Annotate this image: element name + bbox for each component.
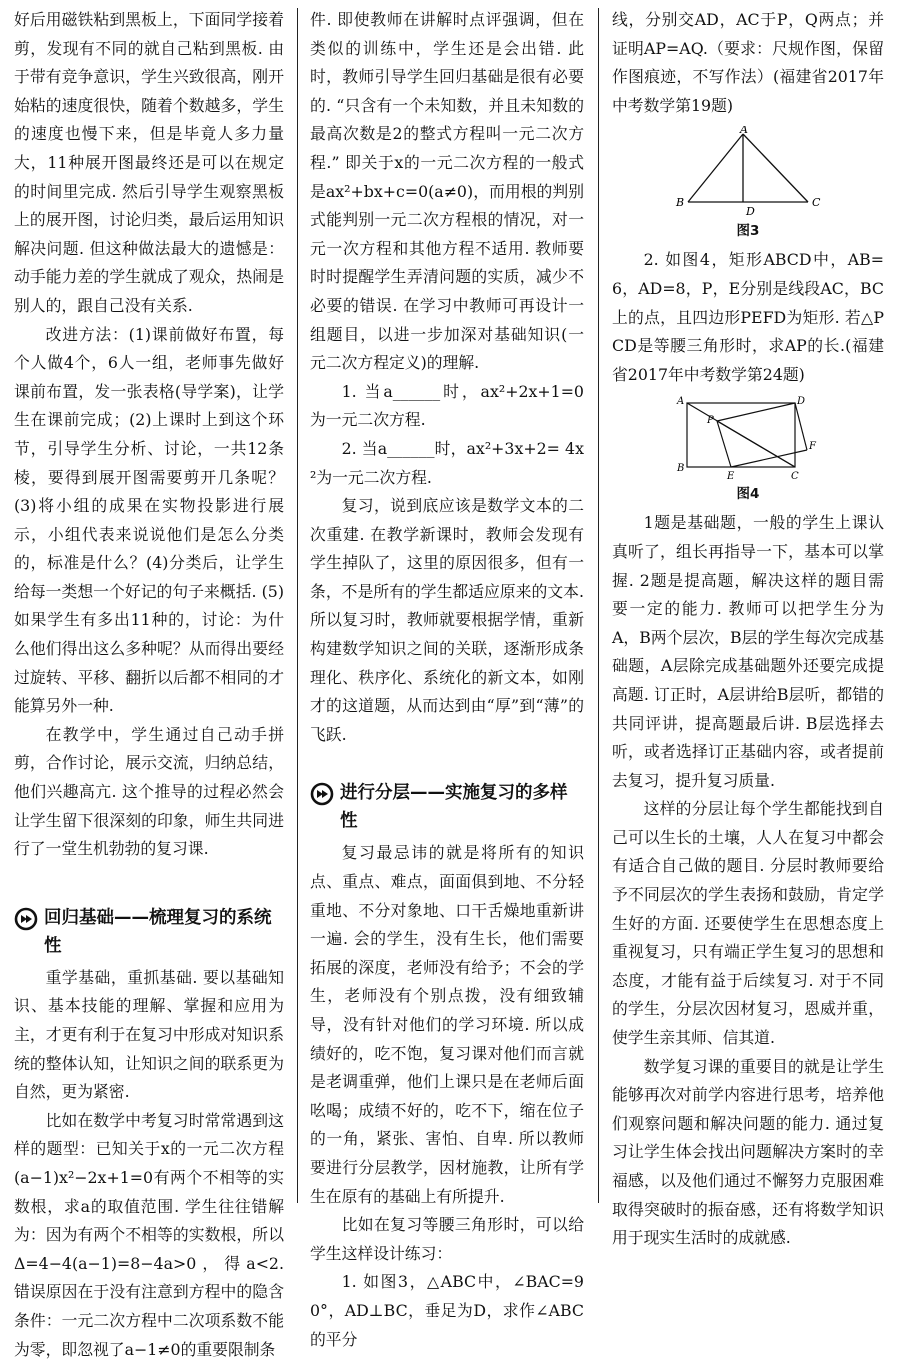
paragraph: 件. 即使教师在讲解时点评强调，但在类似的训练中，学生还是会出错. 此时，教师引导学生回归基础是很有必要的. “只含有一个未知数，并且未知数的最高次数是2的整式方程叫一元二次方程.” 即关于x的一元二次方程的一般式是ax²+bx+c=0(a≠0)，而用根的判别式能判别一元二次方程根的情况，对一元一次方程和其他方程不适用. 教师要时时提醒学生弄清问题的实质，减少不必要的错误. 在学习中教师可再设计一组题目，以进一步加深对基础知识(一元二次方程定义)的理解.	[310, 10, 584, 373]
label-c: C	[812, 196, 821, 210]
section-marker-icon	[310, 782, 334, 806]
label-b: B	[677, 463, 685, 475]
section-title: 进行分层——实施复习的多样性	[340, 783, 568, 832]
label-p: P	[707, 415, 714, 427]
paragraph: 数学复习课的重要目的就是让学生能够再次对前学内容进行思考，培养他们观察问题和解决问题的能力. 通过复习让学生体会找出问题解决方案时的幸福感，以及他们通过不懈努力克服困难取得突破时的振奋感，还有将数学知识用于现实生活时的成就感.	[612, 1056, 884, 1248]
label-c: C	[791, 471, 799, 482]
column-divider	[297, 8, 298, 1203]
label-b: B	[676, 196, 685, 210]
column-middle	[310, 6, 584, 1354]
paragraph: 1题是基础题，一般的学生上课认真听了，组长再指导一下，基本可以掌握. 2题是提高题，解决这样的题目需要一定的能力. 教师可以把学生分为A，B两个层次，B层的学生每次完成基础题，A层除完成基础题外还要完成提高题. 订正时，A层讲给B层听，都错的共同评讲，提高题最后讲. B层选择去听，或者选择订正基础内容，或者提前去复习，提升复习质量.	[612, 513, 884, 790]
exercise-2: 2. 当a______时，ax²+3x+2= 4x²为一元二次方程.	[310, 438, 584, 487]
label-a: A	[740, 126, 748, 137]
section-heading	[14, 904, 284, 960]
paragraph: 这样的分层让每个学生都能找到自己可以生长的土壤，人人在复习中都会有适合自己做的题目. 分层时教师要给予不同层次的学生表扬和鼓励，肯定学生好的方面. 还要使学生在思想态度上重视复习，只有端正学生复习的思想和态度，才能有益于后续复习. 对于不同的学生，分层次因材复习，恩威并重，使学生亲其师、信其道.	[612, 799, 884, 1048]
figure-caption: 图4	[736, 486, 760, 503]
paragraph: 好后用磁铁粘到黑板上，下面同学接着剪，发现有不同的就自己粘到黑板. 由于带有竞争意识，学生兴致很高，刚开始粘的速度很快，随着个数越多，学生的速度也慢下来，但是毕竟人多力量大，11种展开图最终还是可以在规定的时间里完成. 然后引导学生观察黑板上的展开图，讨论归类，最后运用知识解决问题. 但这种做法最大的遗憾是：动手能力差的学生就成了观众，热闹是别人的，跟自己没有关系.	[14, 10, 284, 315]
figure-4	[612, 395, 884, 503]
paragraph: 比如在数学中考复习时常常遇到这样的题型：已知关于x的一元二次方程(a−1)x²−2x+1=0有两个不相等的实数根，求a的取值范围. 学生往往错解为：因为有两个不相等的实数根，所以Δ=4−4(a−1)=8−4a>0，得a<2. 错误原因在于没有注意到方程中的隐含条件：一元二次方程中二次项系数不能为零，即忽视了a−1≠0的重要限制条	[14, 1110, 284, 1359]
figure-3	[612, 126, 884, 240]
label-d: D	[797, 396, 806, 408]
triangle-diagram	[668, 126, 828, 218]
paragraph: 复习最忌讳的就是将所有的知识点、重点、难点，面面俱到地、不分轻重地、不分对象地、口干舌燥地重新讲一遍. 会的学生，没有生长，他们需要拓展的深度，老师没有给予；不会的学生，老师没有个别点拨，没有细致辅导，没有针对他们的学习环境. 所以成绩好的，吃不饱，复习课对他们而言就是老调重弹，他们上课只是在老师后面吆喝；成绩不好的，吃不下，缩在位子的一角，紧张、害怕、自卑. 所以教师要进行分层教学，因材施教，让所有学生在原有的基础上有所提升.	[310, 843, 584, 1206]
paragraph: 重学基础，重抓基础. 要以基础知识、基本技能的理解、掌握和应用为主，才更有利于在复习中形成对知识系统的整体认知，让知识之间的联系更为自然，更为紧密.	[14, 967, 284, 1102]
paragraph: 在教学中，学生通过自己动手拼剪，合作讨论，展示交流，归纳总结，他们兴趣高亢. 这个推导的过程必然会让学生留下很深刻的印象，师生共同进行了一堂生机勃勃的复习课.	[14, 724, 284, 859]
paragraph: 比如在复习等腰三角形时，可以给学生这样设计练习：	[310, 1215, 584, 1263]
label-d: D	[746, 205, 755, 219]
section-title: 回归基础——梳理复习的系统性	[44, 907, 272, 956]
exercise-1: 1. 当a______时，ax²+2x+1=0为一元二次方程.	[310, 381, 584, 430]
section-marker-icon	[14, 907, 38, 931]
paragraph: 线，分别交AD，AC于P，Q两点；并证明AP=AQ.（要求：尺规作图，保留作图痕迹，不写作法）(福建省2017年中考数学第19题)	[612, 10, 884, 115]
figure-caption: 图3	[736, 223, 760, 240]
column-divider	[598, 8, 599, 1203]
column-left	[14, 6, 284, 1364]
paragraph: 复习，说到底应该是数学文本的二次重建. 在教学新课时，教师会发现有学生掉队了，这里的原因很多，但有一条，不是所有的学生都适应原来的文本. 所以复习时，教师就要根据学情，重新构建数学知识之间的关联，逐渐形成条理化、秩序化、系统化的新文本，如刚才的这道题，从而达到由“厚”到“薄”的飞跃.	[310, 496, 584, 744]
paragraph: 改进方法：(1)课前做好布置，每个人做4个，6人一组，老师事先做好课前布置，发一张表格(导学案)，让学生在课前完成；(2)上课时上到这个环节，引导学生分析、讨论，一共12条棱，要得到展开图需要剪开几条呢？(3)将小组的成果在实物投影进行展示，小组代表来说说他们是怎么分类的，标准是什么？(4)分类后，让学生给每一类想一个好记的句子来概括. (5)如果学生有多出11种的，讨论：为什么他们得出这么多种呢？从而得出要经过旋转、平移、翻折以后都不相同的才能算另外一种.	[14, 324, 284, 716]
label-a: A	[677, 396, 685, 408]
column-right	[612, 6, 884, 1253]
paragraph: 2. 如图4，矩形ABCD中，AB=6，AD=8，P，E分别是线段AC，BC上的点，且四边形PEFD为矩形. 若△PCD是等腰三角形时，求AP的长.(福建省2017年中考数学第24题)	[612, 250, 884, 384]
paragraph: 1. 如图3，△ABC中，∠BAC=90°，AD⊥BC，垂足为D，求作∠ABC的平分	[310, 1272, 584, 1349]
label-f: F	[809, 441, 816, 453]
label-e: E	[727, 471, 735, 482]
rectangle-diagram	[673, 395, 823, 481]
section-heading	[310, 779, 584, 835]
